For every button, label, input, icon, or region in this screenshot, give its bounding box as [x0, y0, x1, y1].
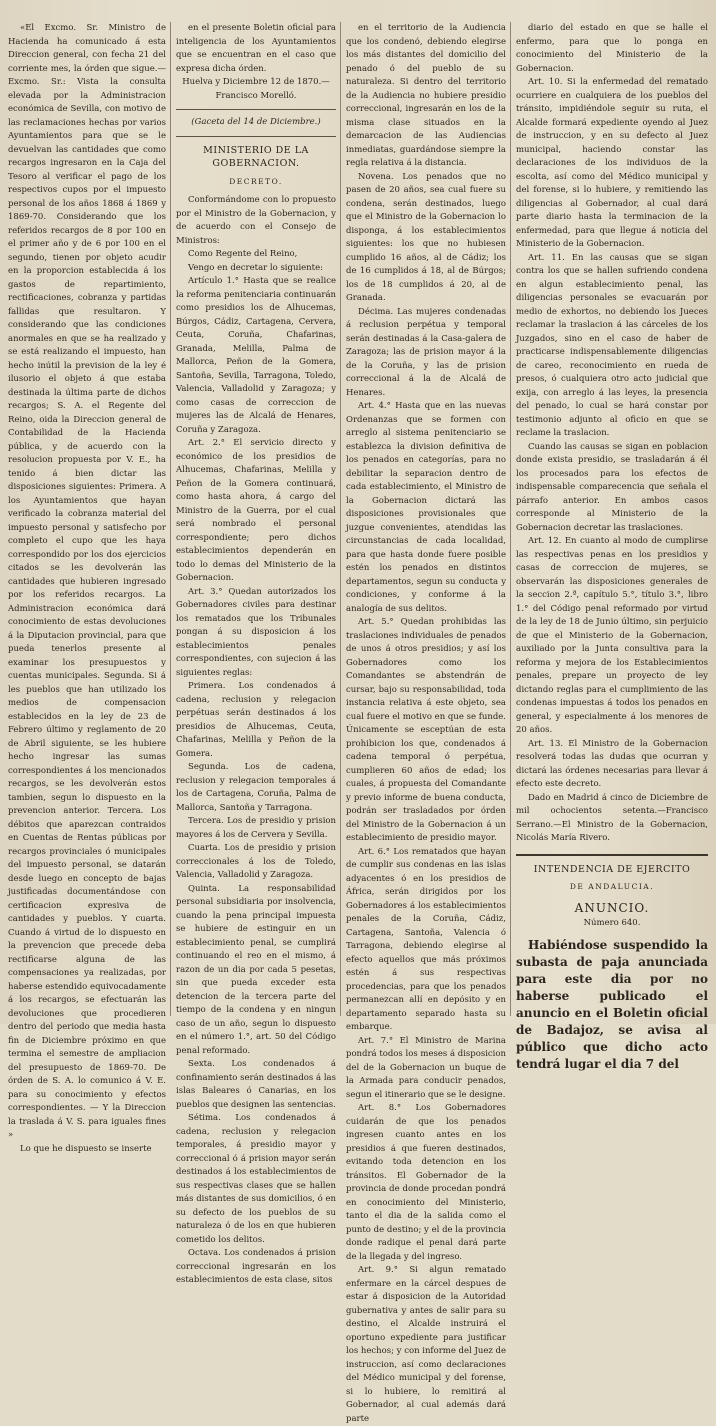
- gaceta-dateline: (Gaceta del 14 de Diciembre.): [191, 117, 321, 127]
- decree-paragraph: Novena. Los penados que no pasen de 20 años, sea cual fuere su condena, serán destinados, luego que el Ministro de la Gobernacion lo disponga, á los establecimientos siguientes: los que no hubiesen cumplido 16 años, al de Cádiz; los de 16 cumplidos á 18, al de Búrgos; los de 18 cumplidos á 20, al de Granada.: [346, 171, 506, 303]
- decree-paragraph: diario del estado en que se halle el enfermo, para que lo ponga en conocimiento del Ministerio de la Gobernacion.: [516, 23, 708, 74]
- decree-paragraph: Artículo 1.° Hasta que se realice la reforma penitenciaria continuarán como presidios los de Alhucemas, Búrgos, Cádiz, Cartagena, Cervera, Ceuta, Coruña, Chafarinas, Granada, Melilla, Palma de Mallorca, Peñon de la Gomera, Santoña, Sevilla, Tarragona, Toledo, Valencia, Valladolid y Zaragoza; y como casas de correccion de mujeres las de Alcalá de Henares, Coruña y Zaragoza.: [176, 276, 336, 435]
- decree-paragraph: Conformándome con lo propuesto por el Ministro de la Gobernacion, y de acuerdo con el Consejo de Ministros:: [176, 195, 336, 246]
- hacienda-order-text: «El Excmo. Sr. Ministro de Hacienda ha comunicado á esta Direccion general, con fecha 21 del corriente mes, la órden que sigue.—Excmo. Sr.: Vista la consulta elevada por la Administracion económica de Sevilla, con motivo de las reclamaciones hechas por varios Ayuntamientos para que se le devuelvan las cantidades que como recargos ingresaron en la Caja del Tesoro al verificar el pago de los respectivos cupos por el impuesto personal de los años 1868 á 1869 y 1869-70. Considerando que los referidos recargos de 8 por 100 en el primer año y de 6 por 100 en el segundo, tienen por objeto acudir en la proporcion establecida á los gastos de repartimiento, rectificaciones, cobranza y partidas fallidas que resultaron. Y considerando que las condiciones anormales en que se ha realizado y se está realizando el impuesto, han hecho inútil la prevision de la ley é ilusorio el objeto á que estaba destinada la última parte de dichos recargos; S. A. el Regente del Reino, oida la Direccion general de Contabilidad de la Hacienda pública, y de acuerdo con la resolucion propuesta por V. E., ha tenido á bien dictar las disposiciones siguientes: Primera. A los Ayuntamientos que hayan verificado la cobranza material del impuesto personal y satisfecho por completo el cupo que les haya correspondido por los dos ejercicios citados se les devolverán las cantidades que hubieren ingresado por los referidos recargos. La Administracion económica dará conocimiento de estas devoluciones á la Diputacion provincial, para que pueda tenerlos presente al examinar los presupuestos y cuentas municipales. Segunda. Si á les pueblos que han utilizado los medios de compensacion establecidos en la ley de 23 de Febrero último y reglamento de 20 de Abril siguiente, se les hubiere hecho ingresar las sumas correspondientes á los mencionados recargos, se les devolverán estos tambien, segun lo dispuesto en la prevencion anterior. Tercera. Los débitos que aparezcan contraidos en Cuentas de Rentas públicas por recargos provinciales ó municipales del impuesto personal, se datarán desde luego en concepto de bajas justificadas documentándose con certificacion expresiva de cantidades y pueblos. Y cuarta. Cuando á virtud de lo dispuesto en la prevencion que precede deba rectificarse alguna de las compensaciones ya realizadas, por haberse estendido equivocadamente á los recargos, se efectuarán las devoluciones que procedieren dentro del periodo que media hasta fin de Diciembre próximo en que termina el semestre de ampliacion del presupuesto de 1869-70. De órden de S. A. lo comunico á V. E. para su conocimiento y efectos correspondientes. — Y la Direccion la traslada á V. S. para iguales fines »: [8, 23, 166, 1140]
- decree-paragraph: Art. 11. En las causas que se sigan contra los que se hallen sufriendo condena en algun establecimiento penal, las diligencias personales se evacuarán por medio de exhortos, no debiendo los Jueces reclamar la traslacion á las cárceles de los Juzgados, sino en el caso de haber de practicarse indispensablemente diligencias de careo, reconocimiento en rueda de presos, ó cualquiera otro acto judicial que exija, con arreglo á las leyes, la presencia del penado, lo cual se hará constar por testimonio adjunto al oficio en que se reclame la traslacion.: [516, 252, 708, 438]
- insertion-note-continued: en el presente Boletin oficial para inteligencia de los Ayuntamientos que se encuentran en el caso que expresa dicha órden.: [176, 23, 336, 74]
- decree-paragraph: Vengo en decretar lo siguiente:: [188, 262, 323, 273]
- decree-paragraph: Art. 8.° Los Gobernadores cuidarán de que los penados ingresen cuanto antes en los presidios á que fueren destinados, evitando toda detencion en los tránsitos. El Gobernador de la provincia de donde procedan pondrá en conocimiento del Ministerio, tanto el dia de la salida como el punto de destino; y el de la provincia donde radique el penal dará parte de la llegada y del ingreso.: [346, 1103, 506, 1262]
- divider: [176, 109, 336, 110]
- decree-paragraph: Octava. Los condenados á prision correccional ingresarán en los establecimientos de esta clase, sitos: [176, 1248, 336, 1285]
- insertion-note: Lo que he dispuesto se inserte: [20, 1143, 152, 1154]
- decree-paragraph: Art. 3.° Quedan autorizados los Gobernadores civiles para destinar los rematados que los Tribunales pongan á su disposicion á los establecimientos penales correspondientes, con sujecion á las siguientes reglas:: [176, 586, 336, 678]
- intendencia-subheading: DE ANDALUCIA.: [569, 882, 655, 891]
- column-rule: [170, 22, 171, 1016]
- decree-paragraph: Art. 10. Si la enfermedad del rematado ocurriere en cualquiera de los pueblos del tránsito, impidiéndole seguir su ruta, el Alcalde formará expediente oyendo al Juez de instruccion, y en su defecto al Juez municipal, haciendo constar las declaraciones de los individuos de la escolta, así como del Médico municipal y del forense, si lo hubiere, y remitiendo las diligencias al Gobernador, al cual dará parte diario hasta la terminacion de la enfermedad, para que llegue á noticia del Ministerio de la Gobernacion.: [516, 77, 708, 249]
- decree-paragraph: Art. 7.° El Ministro de Marina pondrá todos los meses á disposicion del de la Gobernacion un buque de la Armada para conducir penados, segun el itinerario que se le designe.: [346, 1035, 506, 1100]
- decree-paragraph: Art. 9.° Si algun rematado enfermare en la cárcel despues de estar á disposicion de la Autoridad gubernativa y antes de salir para su destino, el Alcalde instruirá el oportuno expediente para justificar los hechos; y con informe del Juez de instruccion, así como declaraciones del Médico municipal y del forense, si lo hubiere, lo remitirá al Gobernador, al cual además dará parte: [346, 1265, 507, 1424]
- decree-paragraph: Tercera. Los de presidio y prision mayores á los de Cervera y Sevilla.: [176, 816, 336, 840]
- intendencia-heading: INTENDENCIA DE EJERCITO: [533, 863, 691, 875]
- column-rule: [510, 22, 511, 1016]
- divider: [176, 136, 336, 137]
- decree-signature: Dado en Madrid á cinco de Diciembre de mil ochocientos setenta.—Francisco Serrano.—El Ministro de la Gobernacion, Nicolás María Rivero.: [516, 792, 708, 843]
- decree-paragraph: Art. 6.° Los rematados que hayan de cumplir sus condenas en las islas adyacentes ó en los presidios de África, serán dirigidos por los Gobernadores á los establecimientos penales de la Coruña, Cádiz, Cartagena, Santoña, Valencia ó Tarragona, debiendo elegirse al efecto aquellos que más próximos estén á sus respectivas procedencias, para que los penados permanezcan allí en depósito y en departamento separado hasta su embarque.: [346, 846, 506, 1032]
- decree-paragraph: Primera. Los condenados á cadena, reclusion y relegacion perpétuas serán destinados á los presidios de Alhucemas, Ceuta, Chafarinas, Melilla y Peñon de la Gomera.: [176, 681, 336, 759]
- decree-label: DECRETO.: [229, 176, 283, 186]
- column-4: [516, 22, 708, 1071]
- decree-paragraph: en el territorio de la Audiencia que los condenó, debiendo elegirse los más distantes del domicilio del penado ó del pueblo de su naturaleza. Si dentro del territorio de la Audiencia no hubiere presidio correccional, ingresarán en los de la misma clase situados en la demarcacion de las Audiencias inmediatas, guardándose siempre la regla relativa á la distancia.: [346, 23, 506, 168]
- anuncio-body: Habiéndose suspendido la subasta de paja anunciada para este dia por no haberse publicado el anuncio en el Boletin oficial de Badajoz, se avisa al público que dicho acto tendrá lugar el dia 7 del: [516, 937, 708, 1071]
- decree-paragraph: Art. 5.° Quedan prohibidas las traslaciones individuales de penados de unos á otros presidios; y así los Gobernadores como los Comandantes se abstendrán de cursar, bajo su responsabilidad, toda instancia relativa á este objeto, sea cual fuere el motivo en que se funde. Únicamente se esceptúan de esta prohibicion los que, condenados á cadena temporal ó perpétua, cumplieren 60 años de edad; los cuales, á propuesta del Comandante y previo informe de buena conducta, podrán ser trasladados por órden del Ministro de la Gobernacion á un establecimiento de presidio mayor.: [346, 617, 506, 843]
- decree-paragraph: Art. 2.° El servicio directo y económico de los presidios de Alhucemas, Chafarinas, Melilla y Peñon de la Gomera continuará, como hasta ahora, á cargo del Ministro de la Guerra, por el cual será nombrado el personal correspondiente; pero dichos establecimientos dependerán en todo lo demas del Ministerio de la Gobernacion.: [176, 438, 336, 583]
- column-3: [346, 22, 507, 1424]
- decree-paragraph: Como Regente del Reino,: [188, 249, 298, 259]
- decree-paragraph: Cuando las causas se sigan en poblacion donde exista presidio, se trasladarán á él los procesados para los efectos de indispensable comparecencia que señala el párrafo anterior. En ambos casos corresponde al Ministerio de la Gobernacion decretar las traslaciones.: [516, 441, 708, 533]
- signoff: Huelva y Diciembre 12 de 1870.—Francisco Morelló.: [182, 77, 330, 101]
- anuncio-number: Número 640.: [583, 918, 641, 928]
- decree-paragraph: Quinta. La responsabilidad personal subsidiaria por insolvencia, cuando la pena principal impuesta se hubiere de estinguir en un establecimiento penal, se cumplirá continuando el reo en el mismo, á razon de un dia por cada 5 pesetas, sin que pueda exceder esta detencion de la tercera parte del tiempo de la condena y en ningun caso de un año, segun lo dispuesto en el número 1.°, art. 50 del Código penal reformado.: [176, 883, 336, 1056]
- divider: [516, 854, 708, 856]
- decree-paragraph: Cuarta. Los de presidio y prision correccionales á los de Toledo, Valencia, Valladolid y Zaragoza.: [176, 843, 336, 880]
- column-2: [176, 22, 336, 1285]
- decree-paragraph: Art. 13. El Ministro de la Gobernacion resolverá todas las dudas que ocurran y dictará las órdenes necesarias para llevar á efecto este decreto.: [516, 738, 708, 789]
- decree-paragraph: Art. 4.° Hasta que en las nuevas Ordenanzas que se formen con arreglo al sistema penitenciario se establezca la division definitiva de los penados en categorías, para no debilitar la separacion dentro de cada establecimiento, el Ministro de la Gobernacion dictará las disposiciones provisionales que juzgue convenientes, atendidas las circunstancias de cada localidad, para que hasta donde fuere posible estén los penados en distintos departamentos, segun su conducta y condiciones, y conforme á la analogía de sus delitos.: [346, 401, 506, 614]
- decree-paragraph: Segunda. Los de cadena, reclusion y relegacion temporales á los de Cartagena, Coruña, Palma de Mallorca, Santoña y Tarragona.: [176, 762, 336, 813]
- column-rule: [340, 22, 341, 1016]
- decree-paragraph: Sétima. Los condenados á cadena, reclusion y relegacion temporales, á presidio mayor y correccional ó á prision mayor serán destinados á los establecimientos de sus respectivas clases que se hallen más distantes de sus domicilios, ó en su defecto de los pueblos de su naturaleza ó de los en que hubieren cometido los delitos.: [176, 1113, 336, 1245]
- decree-paragraph: Art. 12. En cuanto al modo de cumplirse las respectivas penas en los presidios y casas de correccion de mujeres, se observarán las disposiciones generales de la seccion 2.ª, capítulo 5.°, título 3.°, libro 1.° del Código penal reformado por virtud de la ley de 18 de Junio último, sin perjuicio de que el Ministerio de la Gobernacion, auxiliado por la Junta consultiva para la reforma y mejora de los Establecimientos penales, prepare un proyecto de ley dictando reglas para el cumplimiento de las condenas impuestas á todos los penados en general, y especialmente á los menores de 20 años.: [516, 536, 708, 735]
- decree-paragraph: Sexta. Los condenados á confinamiento serán destinados á las islas Baleares ó Canarias, en los pueblos que designen las sentencias.: [176, 1059, 336, 1110]
- decree-paragraph: Décima. Las mujeres condenadas á reclusion perpétua y temporal serán destinadas á la Casa-galera de Zaragoza; las de prision mayor á la de la Coruña, y las de prision correccional á la de Alcalá de Henares.: [346, 306, 506, 398]
- anuncio-title: ANUNCIO.: [574, 900, 650, 915]
- column-1: [8, 22, 166, 1154]
- ministry-heading: MINISTERIO DE LA GOBERNACION.: [203, 144, 309, 169]
